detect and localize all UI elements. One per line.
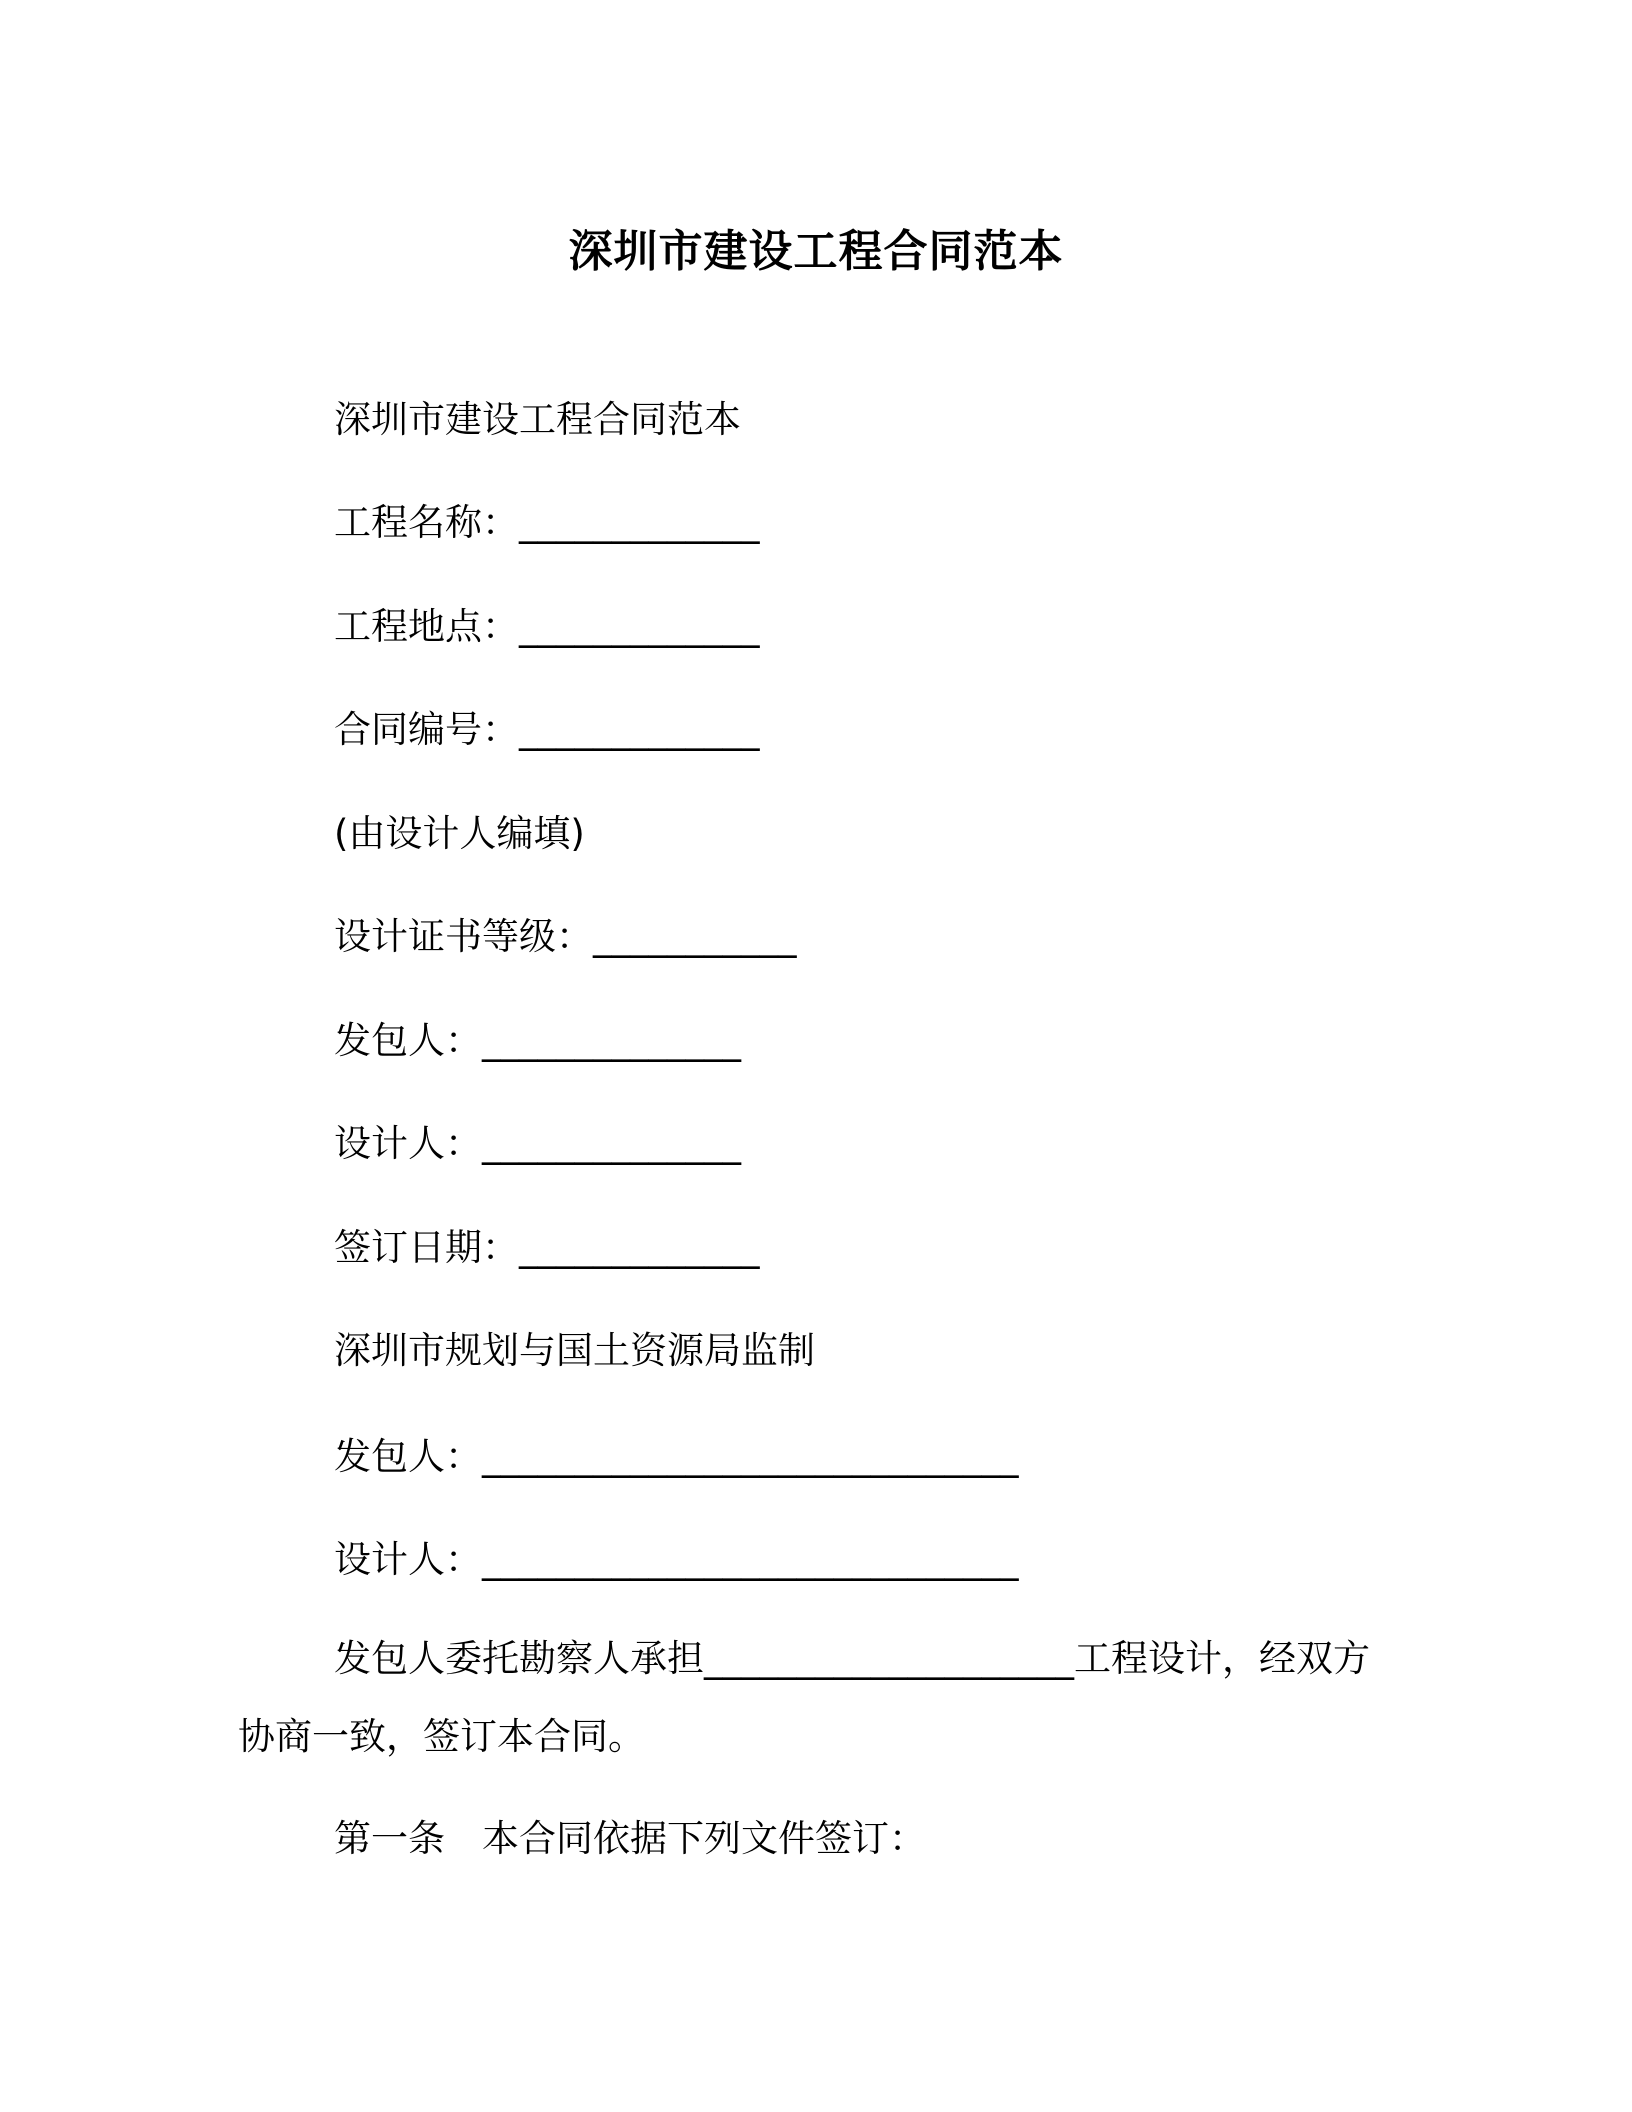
document-title: 深圳市建设工程合同范本 bbox=[568, 226, 1064, 277]
commission-paragraph: 发包人委托勘察人承担____________________工程设计，经双方协商一致，签订本合同。 bbox=[238, 1637, 1370, 1758]
supervising-authority: 深圳市规划与国土资源局监制 bbox=[334, 1329, 815, 1372]
design-certificate-grade-field: 设计证书等级：___________ bbox=[334, 915, 797, 958]
contract-number-field: 合同编号：_____________ bbox=[334, 708, 760, 751]
designer-signature-line: 设计人：_____________________________ bbox=[334, 1538, 1019, 1581]
project-name-field: 工程名称：_____________ bbox=[334, 501, 760, 544]
article-1: 第一条 本合同依据下列文件签订： bbox=[334, 1817, 926, 1860]
employer-signature-line: 发包人：_____________________________ bbox=[334, 1435, 1019, 1478]
signing-date-field: 签订日期：_____________ bbox=[334, 1226, 760, 1269]
employer-field: 发包人：______________ bbox=[334, 1019, 741, 1062]
filled-by-designer-note: (由设计人编填) bbox=[334, 812, 585, 855]
cover-heading: 深圳市建设工程合同范本 bbox=[334, 398, 741, 441]
project-location-field: 工程地点：_____________ bbox=[334, 605, 760, 648]
designer-field: 设计人：______________ bbox=[334, 1122, 741, 1165]
